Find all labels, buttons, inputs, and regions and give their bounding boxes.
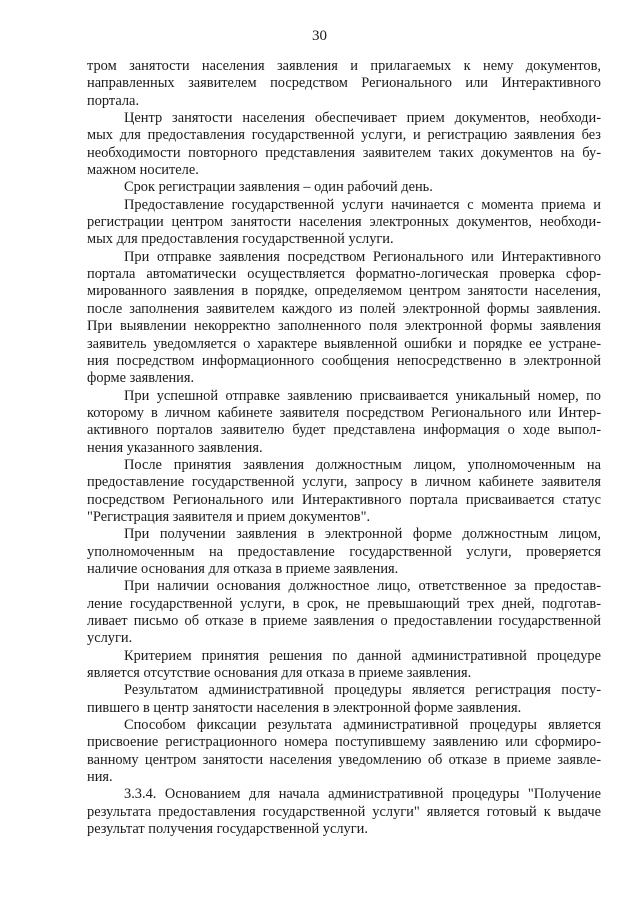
text-line: направленных заявителем посредством Регионального или Интерактивного (87, 75, 601, 92)
paragraph (87, 457, 601, 526)
text-line: портала. (87, 92, 140, 109)
text-line: ление государственной услуги, в срок, не превышающий трех дней, подготав- (87, 595, 601, 612)
paragraph (87, 526, 601, 578)
text-line: ния посредством информационного сообщения непосредственно в электронной (87, 352, 601, 369)
text-line: заявитель уведомляется о характере выявленной ошибки и порядке ее устране- (87, 335, 601, 352)
text-line: мированного заявления в порядке, определяемом центром занятости населения, (87, 283, 601, 300)
text-line: При успешной отправке заявлению присваивается уникальный номер, по (124, 387, 601, 404)
text-line: является отсутствие основания для отказа в приеме заявления. (87, 665, 472, 682)
paragraph (87, 197, 601, 249)
text-line: ванному центром занятости населения уведомлению об отказе в приеме заявле- (87, 751, 601, 768)
text-line: нения указанного заявления. (87, 439, 263, 456)
text-line: ния. (87, 769, 113, 786)
text-line: пившего в центр занятости населения в электронной форме заявления. (87, 699, 522, 716)
text-line: тром занятости населения заявления и прилагаемых к нему документов, (87, 58, 601, 74)
document-body (87, 58, 601, 838)
page-number: 30 (312, 28, 327, 44)
text-line: "Регистрация заявителя и прием документов". (87, 508, 371, 525)
paragraph (87, 388, 601, 457)
text-line: Результатом административной процедуры является регистрация посту- (124, 682, 601, 699)
text-line: которому в личном кабинете заявителя посредством Регионального или Интер- (87, 404, 601, 421)
text-line: мажном носителе. (87, 162, 199, 179)
text-line: После принятия заявления должностным лицом, уполномоченным на (124, 456, 601, 473)
text-line: посредством Регионального или Интерактивного портала присваивается статус (87, 491, 601, 508)
text-line: При наличии основания должностное лицо, ответственное за предостав- (124, 578, 601, 595)
text-line: активного порталов заявителю будет представлена информация о ходе выпол- (87, 422, 601, 439)
paragraph (87, 179, 601, 196)
paragraph (87, 682, 601, 717)
text-line: 3.3.4. Основанием для начала административной процедуры "Получение (124, 786, 601, 803)
text-line: При выявлении некорректно заполненного поля электронной формы заявления (87, 318, 601, 335)
paragraph (87, 578, 601, 647)
text-line: мых для предоставления государственной услуги. (87, 231, 394, 248)
text-line: портала автоматически осуществляется форматно-логическая проверка сфор- (87, 266, 601, 283)
text-line: услуги. (87, 630, 133, 647)
paragraph (87, 110, 601, 179)
text-line: регистрации центром занятости населения электронных документов, необходи- (87, 214, 601, 231)
text-line: При получении заявления в электронной форме должностным лицом, (124, 526, 601, 543)
text-line: результата предоставления государственной услуги" является готовый к выдаче (87, 803, 601, 820)
text-line: мых для предоставления государственной услуги, и регистрацию заявления без (87, 127, 601, 144)
text-line: Способом фиксации результата административной процедуры является (124, 717, 601, 734)
paragraph (87, 58, 601, 110)
text-line: При отправке заявления посредством Регионального или Интерактивного (124, 248, 601, 265)
paragraph (87, 249, 601, 388)
text-line: присвоение регистрационного номера поступившему заявлению или сформиро- (87, 734, 601, 751)
text-line: Предоставление государственной услуги начинается с момента приема и (124, 196, 601, 213)
text-line: Критерием принятия решения по данной административной процедуре (124, 647, 601, 664)
text-line: Срок регистрации заявления – один рабочий день. (124, 179, 433, 196)
text-line: результат получения государственной услуги. (87, 821, 368, 838)
text-line: предоставление государственной услуги, запросу в личном кабинете заявителя (87, 474, 601, 491)
text-line: Центр занятости населения обеспечивает прием документов, необходи- (124, 110, 601, 127)
paragraph (87, 648, 601, 683)
paragraph (87, 786, 601, 838)
text-line: уполномоченным на предоставление государственной услуги, проверяется (87, 543, 601, 560)
paragraph (87, 717, 601, 786)
text-line: необходимости повторного представления заявителем таких документов на бу- (87, 144, 601, 161)
text-line: наличие основания для отказа в приеме заявления. (87, 560, 399, 577)
text-line: форме заявления. (87, 370, 195, 387)
text-line: после заполнения заявителем каждого из полей электронной формы заявления. (87, 300, 601, 317)
text-line: ливает письмо об отказе в приеме заявления о предоставлении государственной (87, 613, 601, 629)
